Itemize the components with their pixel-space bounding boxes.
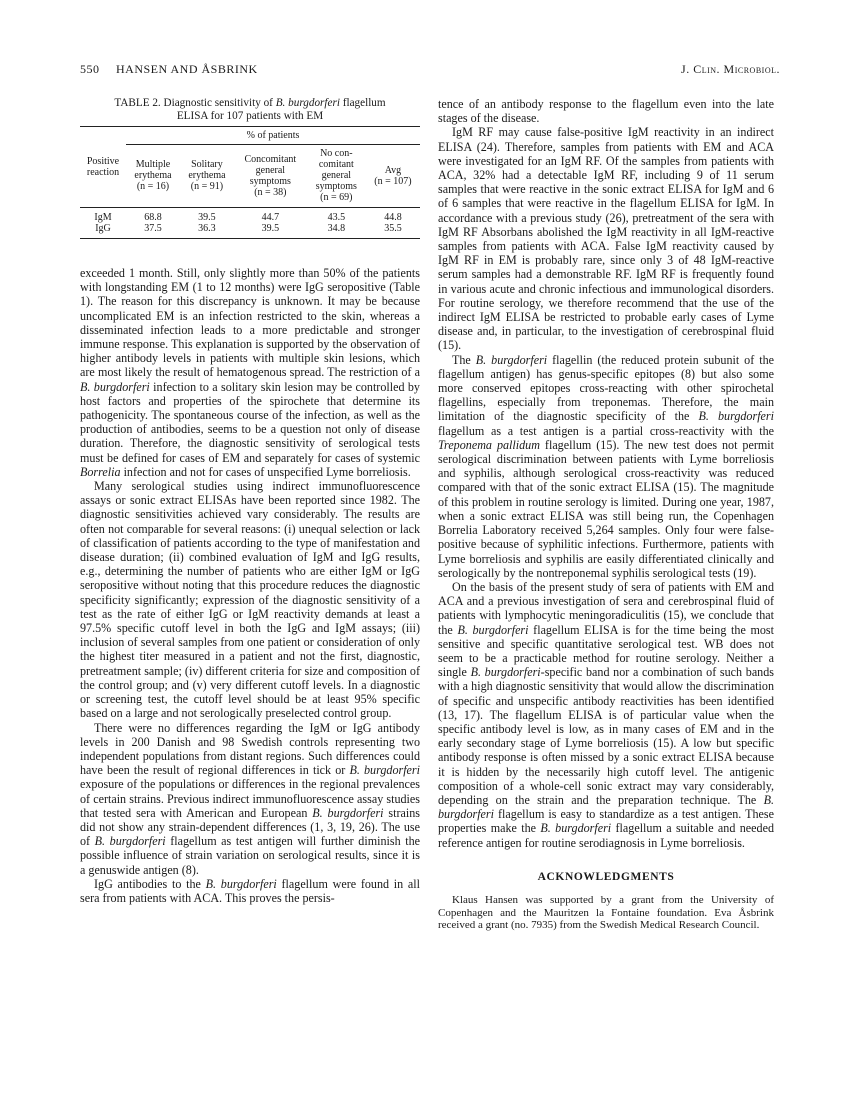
table-cell: 44.8 [384,212,402,223]
acknowledgments-text: Klaus Hansen was supported by a grant from the University of Copenhagen and the Mauritzen la Fontaine foundation. Eva Åsbrink received a grant (no. 7935) from the Swedish Medical Research Council. [438,893,774,932]
right-column [438,97,774,932]
table-cell: 37.5 [126,223,180,239]
table-cell: 39.5 [234,223,307,239]
paragraph: There were no differences regarding the IgM or IgG antibody levels in 200 Danish and 98 Swedish controls representing two independent populations from distant regions. Such differences could have been the result of regional differences in tick or B. burgdorferi exposure of the populations or differences in the regional prevalences of certain strains. Previous indirect immunofluorescence assay studies that tested sera with American and European B. burgdorferi strains did not show any strain-dependent differences (1, 3, 19, 26). The use of B. burgdorferi flagellum as test antigen will further diminish the possible influence of strain variation on serological results, since it is a genuswide antigen (8). [80,720,420,877]
journal-name: J. Clin. Microbiol. [681,62,780,76]
paragraph: Many serological studies using indirect immunofluorescence assays or sonic extract ELISAs have been reported since 1982. The diagnostic sensitivities achieved vary considerably. The results are often not comparable for several reasons: (i) unequal selection or lack of classification of patients according to the type of manifestation and disease duration; (ii) combined evaluation of IgM and IgG results, e.g., determining the number of patients who are either IgM or IgG seropositive without noting that this procedure reduces the diagnostic specificity significantly; expression of the diagnostic sensitivity of a test as the rate of either IgG or IgM reactivity demands at least a 97.5% specific cutoff level in both the IgG and IgM assays; (iii) inclusion of several samples from one patient or consideration of only the highest titer measured in a patient and not the first, diagnostic, pretreatment sample; (iv) different criteria for size and composition of the control group; and (v) very different cutoff levels. In a diagnostic or screening test, the cutoff level should be at least 95% specific based on a large and not serologically preselected control group. [80,479,420,721]
table-cell: 68.8 [144,212,162,223]
left-column [80,266,420,905]
table-cell: 39.5 [198,212,216,223]
paragraph: On the basis of the present study of sera of patients with EM and ACA and a previous investigation of sera and cerebrospinal fluid of patients with lymphocytic meningoradiculitis (15), we conclude that the B. burgdorferi flagellum ELISA is for the time being the most sensitive and specific quantitative serological test. WB does not seem to be a practicable method for routine serology. Neither a single B. burgdorferi-specific band nor a combination of such bands with a high diagnostic sensitivity that would allow the discrimination of specific and unspecific antibody reactivities has been identified (13, 17). The flagellum ELISA is of particular value when the specific antibody level is low, as in many cases of EM and in the early secondary stage of Lyme borreliosis (15). A low but specific antibody response is often missed by a sonic extract ELISA because it is hidden by the necessarily high cutoff level. The antigenic composition of a whole-cell sonic extract may vary considerably, depending on the strain and the preparation technique. The B. burgdorferi flagellum is easy to standardize as a test antigen. These properties make the B. burgdorferi flagellum a suitable and needed reference antigen for routine serodiagnosis in Lyme borreliosis. [438,579,774,850]
stub-header: Positive reaction [86,156,120,178]
table-spanner: % of patients [126,127,420,145]
column-header: Concomitant general symptoms (n = 38) [234,145,307,208]
sensitivity-table [80,126,420,239]
column-header: Solitary erythema (n = 91) [180,145,234,208]
running-header [80,62,780,80]
column-header: Avg (n = 107) [366,145,420,208]
acknowledgments-heading: ACKNOWLEDGMENTS [537,870,675,883]
table-cell: 43.5 [327,212,346,223]
row-label: IgG [80,223,126,239]
table-cell: 36.3 [180,223,234,239]
paragraph: IgM RF may cause false-positive IgM reactivity in an indirect ELISA (24). Therefore, samples from patients with EM and ACA were investigated for an IgM RF. Of the samples from patients with ACA, 32% had a detectable IgM RF, including 9 of 11 serum samples that were reactive in the sonic extract ELISA for IgM and 6 of 6 samples that were reactive in the flagellum ELISA for IgM. In accordance with a previous study (26), pretreatment of the sera with IgM RF Absorbans abolished the IgM reactivity in all IgM-reactive samples from patients with ACA. False IgM reactivity caused by IgM RF in EM is probably rare, since only 3 of 48 IgM-reactive serum samples had a demonstrable RF. IgM RF is frequently found in various acute and chronic infectious and immunological disorders. For routine serology, we therefore recommend that the use of the indirect IgM ELISA be restricted to probable early cases of Lyme disease and, in particular, to the investigation of cerebrospinal fluid (15). [438,125,774,353]
column-header: No con- comitant general symptoms (n = 69) [307,145,366,208]
page-number: 550 [80,62,100,76]
table-row [80,223,420,239]
paragraph: The B. burgdorferi flagellin (the reduced protein subunit of the flagellum antigen) has genus-specific epitopes (8) but also some more conserved epitopes cross-reacting with other spirochetal flagellins, especially from treponemas. Therefore, the main limitation of the diagnostic specificity of the B. burgdorferi flagellum as a test antigen is a partial cross-reactivity with the Treponema pallidum flagellum (15). The new test does not permit serological discrimination between patients with Lyme borreliosis and syphilis, although serological cross-reactivity was reduced compared with that of the sonic extract ELISA (15). The magnitude of this problem in routine serology is limited. During one year, 1987, when a sonic extract ELISA was still being run, the Copenhagen Borrelia Laboratory received 5,264 samples. Only four were false-positive because of syphilitic infections. Furthermore, patients with Lyme borreliosis and syphilis are easily differentiated clinically and serologically by the nontreponemal syphilis serological tests (19). [438,352,774,580]
table-caption: TABLE 2. Diagnostic sensitivity of B. burgdorferi flagellum ELISA for 107 patients with EM [114,97,386,122]
paragraph: exceeded 1 month. Still, only slightly more than 50% of the patients with longstanding EM (1 to 12 months) were IgG seropositive (Table 1). The reason for this discrepancy is unknown. It may be because uncomplicated EM is an infection restricted to the skin, whereas a disseminated infection leads to a more predictable and stronger immune response. This explanation is supported by the observation of higher antibody levels in patients with multiple skin lesions, which are most likely the result of hematogenous spread. The restriction of a B. burgdorferi infection to a solitary skin lesion may be controlled by host factors and properties of the spirochete that determine its pathogenicity. The spontaneous course of the infection, as well as the production of antibodies, seems to be a question not only of disease duration. Therefore, the diagnostic sensitivity of serological tests must be defined for cases of EM and separately for cases of systemic Borrelia infection and not for cases of unspecified Lyme borreliosis. [80,266,420,479]
running-authors: HANSEN AND ÅSBRINK [116,62,258,76]
table-row [80,208,420,224]
table-cell: 35.5 [366,223,420,239]
paragraph: IgG antibodies to the B. burgdorferi flagellum were found in all sera from patients with ACA. This proves the persis- [80,876,420,905]
column-header: Multiple erythema (n = 16) [126,145,180,208]
paragraph: tence of an antibody response to the flagellum even into the late stages of the disease. [438,97,774,126]
row-label: IgM [94,212,112,223]
table-cell: 44.7 [261,212,280,223]
table-cell: 34.8 [307,223,366,239]
